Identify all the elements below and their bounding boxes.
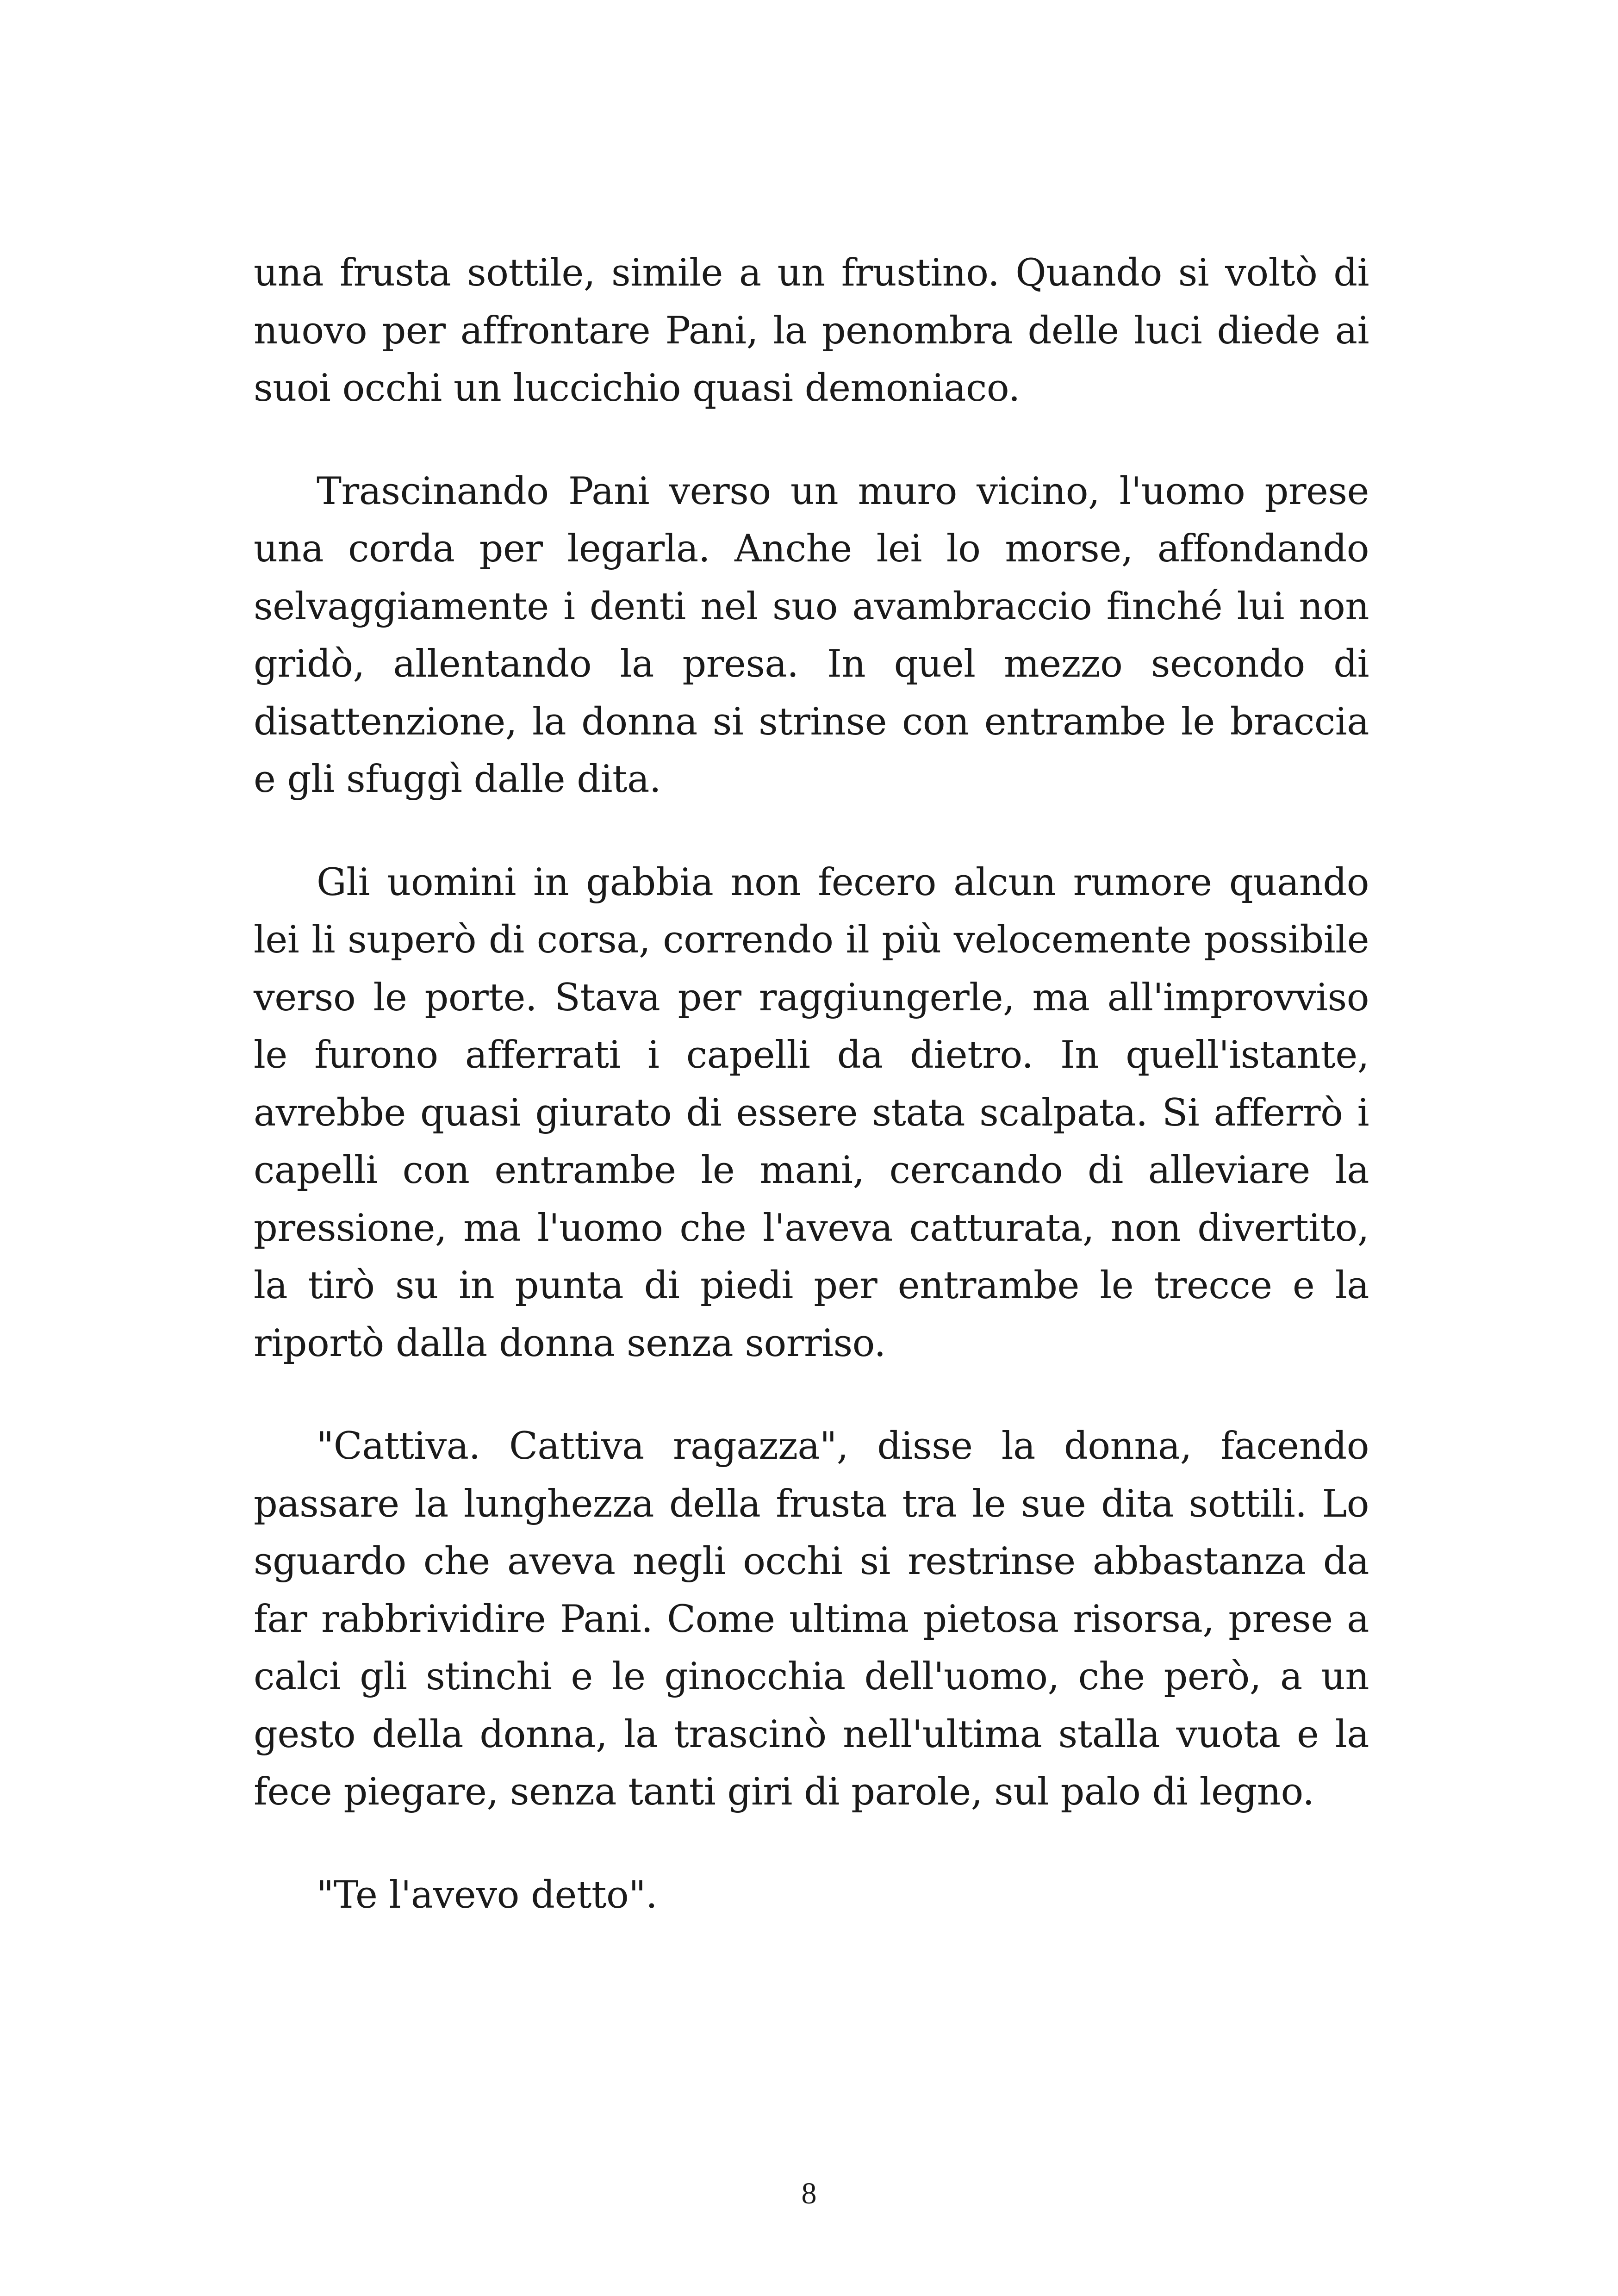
paragraph-2: Trascinando Pani verso un muro vicino, l'uomo prese una corda per legarla. Anche lei lo morse, affondando selvaggiamente i denti nel suo avambraccio finché lui non gridò, allentando la presa. In quel mezzo secondo di disattenzione, la donna si strinse con entrambe le braccia e gli sfuggì dalle dita.	[254, 469, 1369, 801]
paragraph-1: una frusta sottile, simile a un frustino. Quando si voltò di nuovo per affrontare Pani, la penombra delle luci diede ai suoi occhi un luccichio quasi demoniaco.	[254, 251, 1369, 410]
paragraph-3: Gli uomini in gabbia non fecero alcun rumore quando lei li superò di corsa, correndo il più velocemente possibile verso le porte. Stava per raggiungerle, ma all'improvviso le furono afferrati i capelli da dietro. In quell'istante, avrebbe quasi giurato di essere stata scalpata. Si afferrò i capelli con entrambe le mani, cercando di alleviare la pressione, ma l'uomo che l'aveva catturata, non divertito, la tirò su in punta di piedi per entrambe le trecce e la riportò dalla donna senza sorriso.	[254, 860, 1369, 1365]
paragraph-4: "Cattiva. Cattiva ragazza", disse la donna, facendo passare la lunghezza della frusta tra le sue dita sottili. Lo sguardo che aveva negli occhi si restrinse abbastanza da far rabbrividire Pani. Come ultima pietosa risorsa, prese a calci gli stinchi e le ginocchia dell'uomo, che però, a un gesto della donna, la trascinò nell'ultima stalla vuota e la fece piegare, senza tanti giri di parole, sul palo di legno.	[254, 1425, 1369, 1814]
body-text	[254, 244, 1369, 1969]
paragraph-5: "Te l'avevo detto".	[317, 1873, 658, 1917]
page-number: 8	[801, 2177, 817, 2210]
